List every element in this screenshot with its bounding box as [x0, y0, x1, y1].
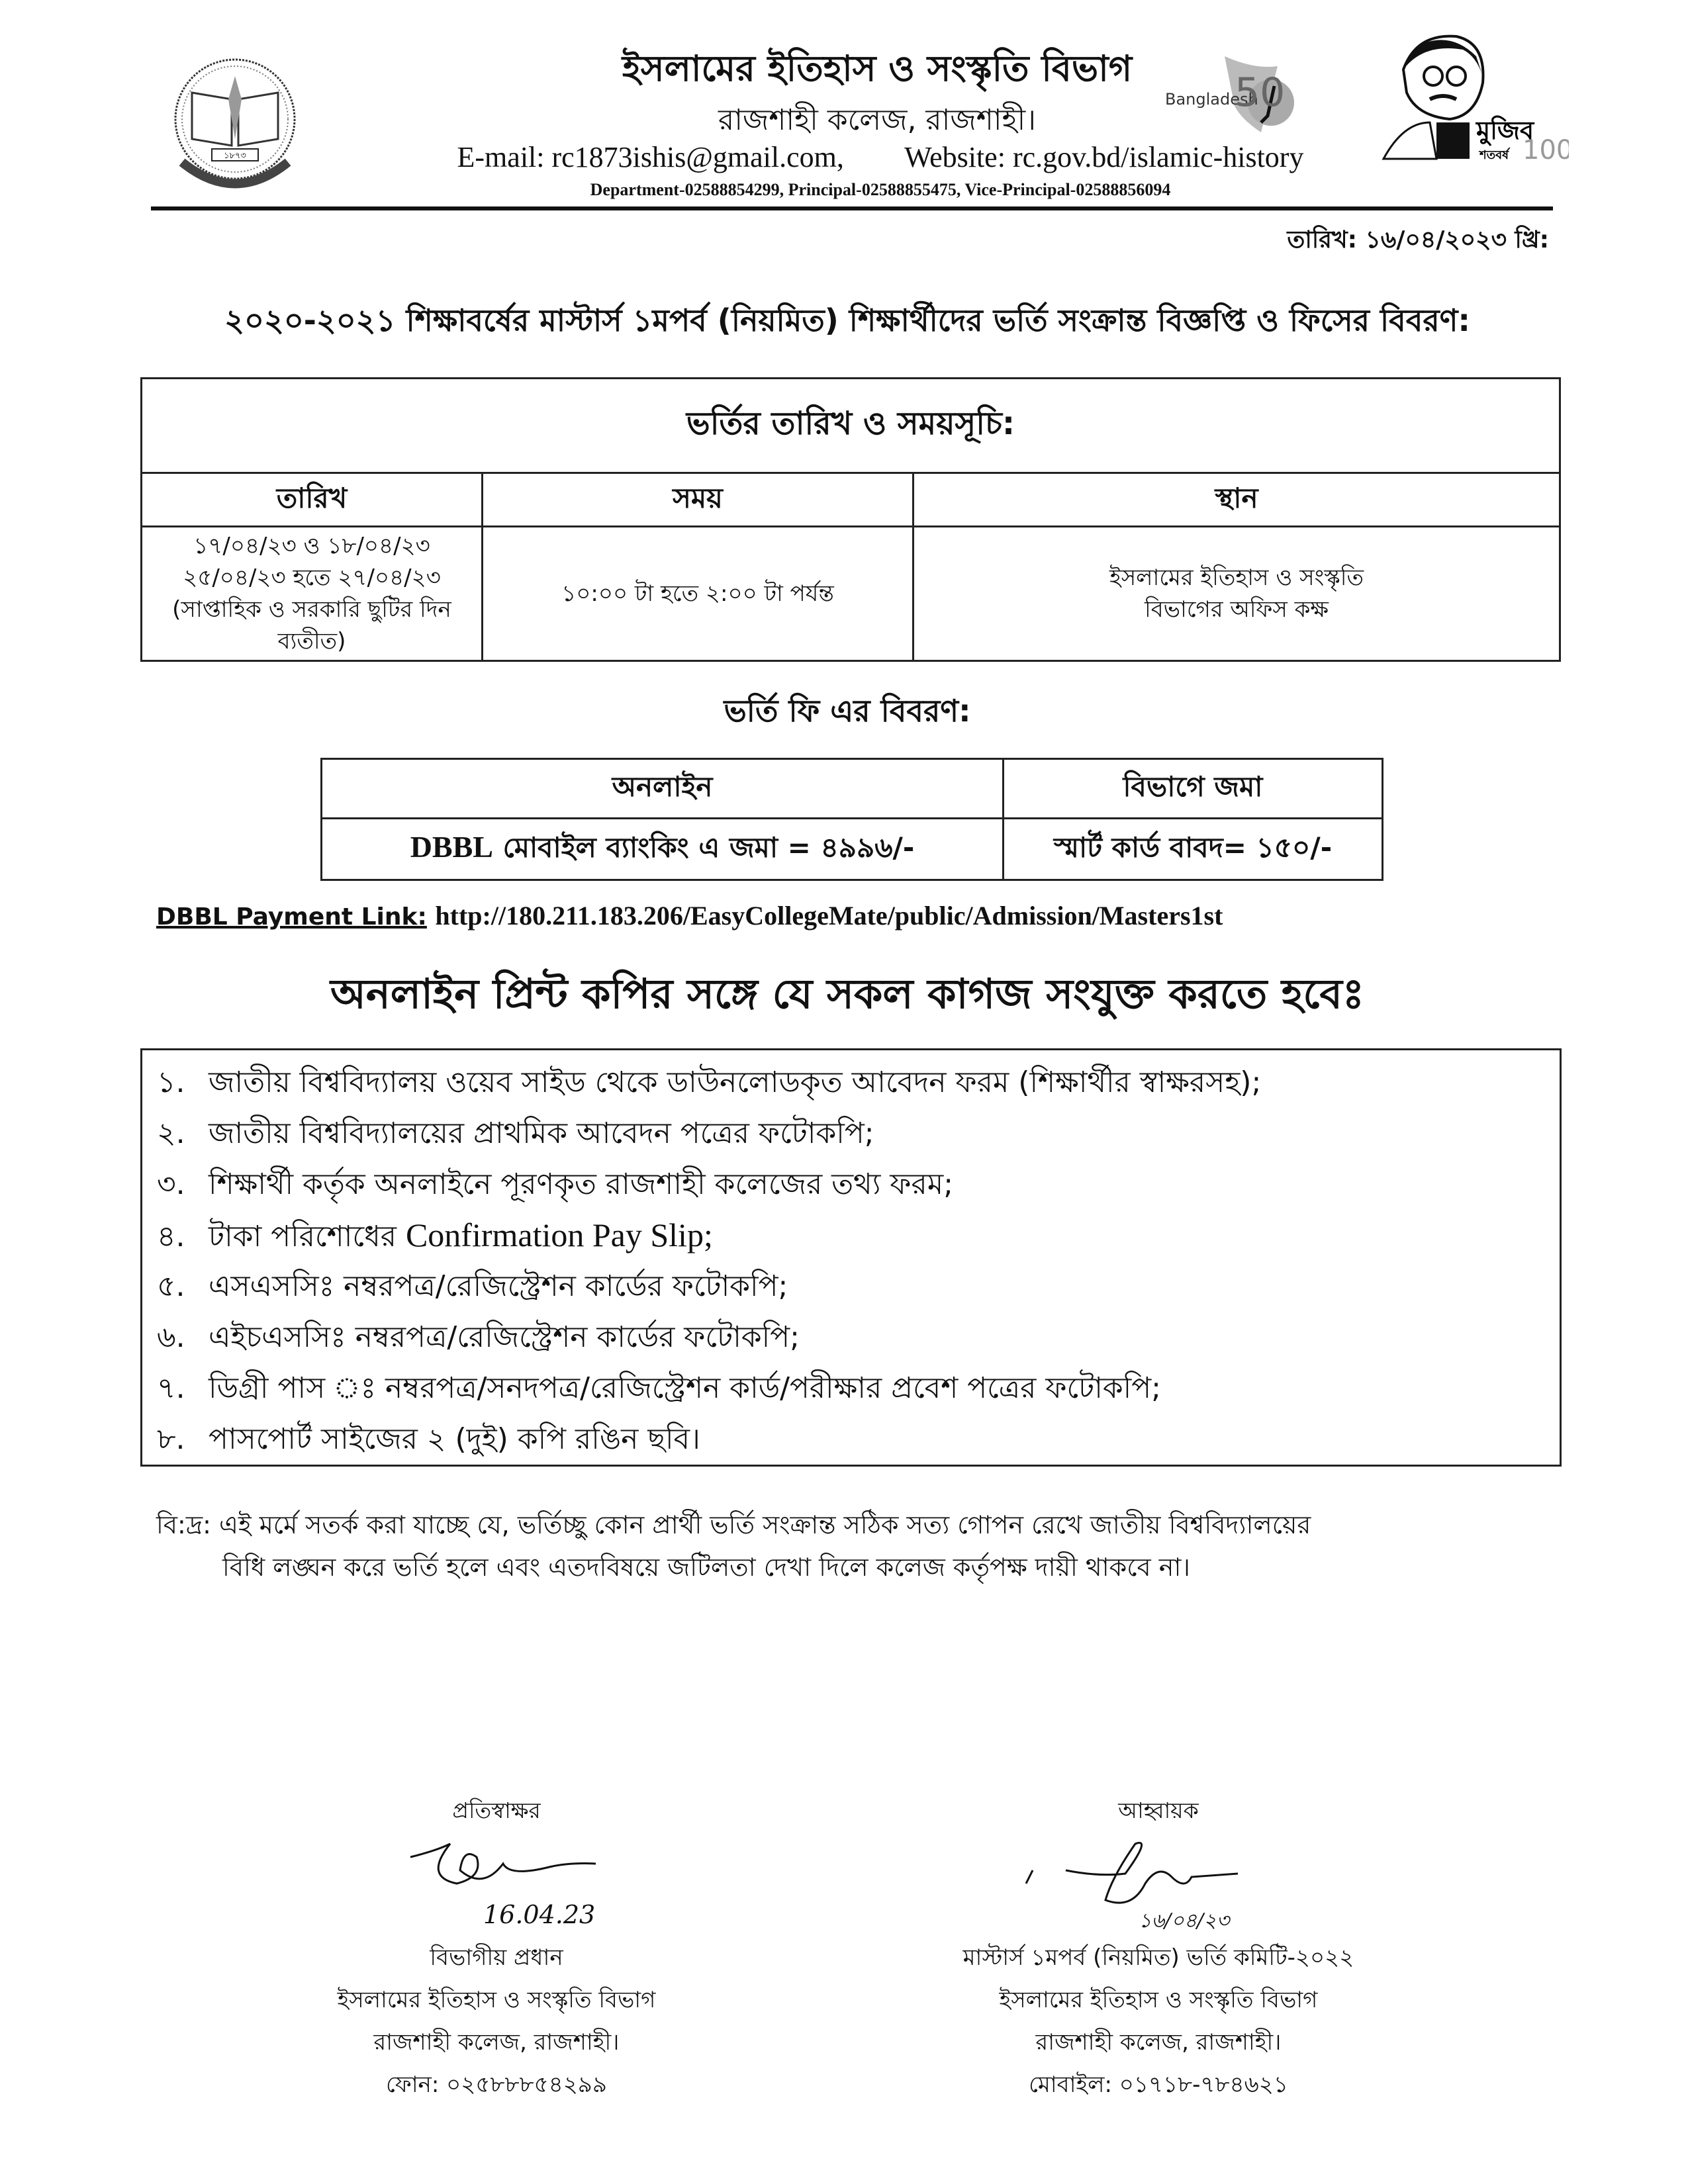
document-item: ৩. শিক্ষার্থী কর্তৃক অনলাইনে পূরণকৃত রাজশাহী কলেজের তথ্য ফরম; [157, 1167, 954, 1201]
notice-title: ২০২০-২০২১ শিক্ষাবর্ষের মাস্টার্স ১মপর্ব (নিয়মিত) শিক্ষার্থীদের ভর্তি সংক্রান্ত বিজ্ঞপ্তি ও ফিসের বিবরণ: [224, 302, 1470, 338]
date-range-2: ২৫/০৪/২৩ হতে ২৭/০৪/২৩ [183, 565, 441, 591]
document-item: ১. জাতীয় বিশ্ববিদ্যালয় ওয়েব সাইড থেকে ডাউনলোডকৃত আবেদন ফরম (শিক্ষার্থীর স্বাক্ষরসহ); [157, 1066, 1262, 1099]
convener-signature-block [861, 1794, 1456, 2106]
signature-convener [861, 1837, 1456, 1936]
place-line-1: ইসলামের ইতিহাস ও সংস্কৃতি [1109, 565, 1364, 591]
fee-header-online: অনলাইন [322, 759, 1004, 819]
handwritten-date: 16.04.23 [483, 1900, 596, 1929]
online-fee-text: মোবাইল ব্যাংকিং এ জমা = ৪৯৯৬/- [502, 831, 915, 864]
svg-text:50: 50 [1235, 69, 1286, 116]
signer-mobile: মোবাইল: ০১৭১৮-৭৮৪৬২১ [1029, 2071, 1288, 2098]
required-documents-list [142, 1050, 1560, 1465]
document-item: ২. জাতীয় বিশ্ববিদ্যালয়ের প্রাথমিক আবেদন পত্রের ফটোকপি; [157, 1116, 874, 1150]
attachments-heading: অনলাইন প্রিন্ট কপির সঙ্গে যে সকল কাগজ সংযুক্ত করতে হবেঃ [330, 970, 1364, 1018]
required-documents-box [140, 1048, 1562, 1467]
column-header-date: তারিখ [142, 473, 483, 527]
countersign-label: প্রতিস্বাক্ষর [452, 1797, 541, 1823]
college-name: রাজশাহী কলেজ, রাজশাহী। [718, 103, 1036, 137]
payment-link-url[interactable]: http://180.211.183.206/EasyCollegeMate/public/Admission/Masters1st [435, 901, 1223, 931]
column-header-place: স্থান [914, 473, 1560, 527]
svg-text:100: 100 [1523, 135, 1569, 165]
department-title: ইসলামের ইতিহাস ও সংস্কৃতি বিভাগ [622, 48, 1133, 89]
svg-text:শতবর্ষ: শতবর্ষ [1479, 148, 1509, 162]
note-line-1: বি:দ্র: এই মর্মে সতর্ক করা যাচ্ছে যে, ভর্তিচ্ছু কোন প্রার্থী ভর্তি সংক্রান্ত সঠিক সত্য গোপন রেখে জাতীয় বিশ্ববিদ্যালয়ের [156, 1510, 1311, 1539]
document-item: ৬. এইচএসসিঃ নম্বরপত্র/রেজিস্ট্রেশন কার্ডের ফটোকপি; [157, 1320, 800, 1354]
portrait-icon [1377, 30, 1569, 169]
signer-college: রাজশাহী কলেজ, রাজশাহী। [373, 2029, 620, 2056]
email-label: E-mail: [457, 141, 545, 173]
signer-phone: ফোন: ০২৫৮৮৮৫৪২৯৯ [386, 2071, 607, 2098]
document-item: ৮. পাসপোর্ট সাইজের ২ (দুই) কপি রঙিন ছবি। [157, 1422, 700, 1456]
signer-college: রাজশাহী কলেজ, রাজশাহী। [1035, 2029, 1282, 2056]
document-item: ৭. ডিগ্রী পাস ঃ নম্বরপত্র/সনদপত্র/রেজিস্ট্রেশন কার্ড/পরীক্ষার প্রবেশ পত্রের ফটোকপি; [157, 1371, 1161, 1405]
fee-department-amount: স্মার্ট কার্ড বাবদ= ১৫০/- [1004, 819, 1383, 880]
fee-heading: ভর্তি ফি এর বিবরণ: [724, 693, 971, 729]
convener-label: আহ্বায়ক [1118, 1797, 1199, 1823]
fee-online-amount [322, 819, 1004, 880]
signature-icon [397, 1837, 662, 1910]
schedule-time: ১০:০০ টা হতে ২:০০ টা পর্যন্ত [483, 527, 914, 661]
date-exception: (সাপ্তাহিক ও সরকারি ছুটির দিন ব্যতীত) [172, 596, 451, 655]
schedule-caption: ভর্তির তারিখ ও সময়সূচি: [142, 379, 1560, 473]
svg-text:মুজিব: মুজিব [1476, 116, 1534, 145]
fee-header-department: বিভাগে জমা [1004, 759, 1383, 819]
document-item: ৪. টাকা পরিশোধের Confirmation Pay Slip; [157, 1216, 713, 1253]
signer-department: ইসলামের ইতিহাস ও সংস্কৃতি বিভাগ [337, 1987, 656, 2013]
payment-link-label: DBBL Payment Link: [156, 903, 427, 931]
notice-date: তারিখ: ১৬/০৪/২০২৩ খ্রি: [1287, 226, 1549, 253]
signer-department: ইসলামের ইতিহাস ও সংস্কৃতি বিভাগ [999, 1987, 1318, 2013]
signature-head-of-department [199, 1837, 794, 1936]
website-label: Website: [904, 141, 1006, 173]
website-link[interactable]: rc.gov.bd/islamic-history [1012, 141, 1304, 173]
countersignature-block [199, 1794, 794, 2106]
payment-link-line [156, 900, 1613, 931]
column-header-time: সময় [483, 473, 914, 527]
signer-title: মাস্টার্স ১মপর্ব (নিয়মিত) ভর্তি কমিটি-২০২২ [962, 1944, 1354, 1971]
schedule-table [140, 377, 1561, 662]
schedule-place [914, 527, 1560, 661]
schedule-dates [142, 527, 483, 661]
note-line-2: বিধি লঙ্ঘন করে ভর্তি হলে এবং এতদবিষয়ে জটিলতা দেখা দিলে কলেজ কর্তৃপক্ষ দায়ী থাকবে না। [222, 1553, 1190, 1582]
svg-text:Bangladesh: Bangladesh [1165, 90, 1258, 109]
college-logo [162, 53, 308, 199]
fee-table [320, 758, 1383, 881]
document-item: ৫. এসএসসিঃ নম্বরপত্র/রেজিস্ট্রেশন কার্ডের ফটোকপি; [157, 1269, 788, 1303]
date-range-1: ১৭/০৪/২৩ ও ১৮/০৪/২৩ [193, 533, 430, 559]
signer-title: বিভাগীয় প্রধান [430, 1944, 563, 1971]
book-emblem-icon [162, 53, 308, 199]
contact-line [384, 140, 1377, 174]
mujib-100-logo [1377, 30, 1569, 169]
svg-text:১৮৭৩: ১৮৭৩ [224, 151, 246, 161]
warning-note [156, 1504, 1579, 1588]
handwritten-date: ১৬/০৪/২৩ [1139, 1909, 1230, 1933]
email-address[interactable]: rc1873ishis@gmail.com, [551, 141, 844, 173]
place-line-2: বিভাগের অফিস কক্ষ [1145, 596, 1329, 623]
phone-numbers: Department-02588854299, Principal-02588855475, Vice-Principal-02588856094 [590, 180, 1171, 199]
dbbl-prefix: DBBL [410, 829, 493, 864]
header-divider [151, 206, 1553, 210]
